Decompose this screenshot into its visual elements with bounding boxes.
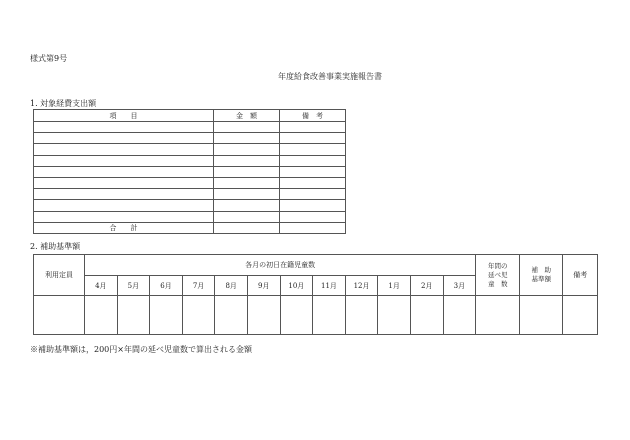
cell[interactable] bbox=[280, 122, 346, 133]
month-label: 5月 bbox=[117, 276, 150, 296]
cell[interactable] bbox=[280, 296, 313, 335]
section1-heading: 1. 対象経費支出額 bbox=[30, 99, 97, 108]
col-remarks: 備考 bbox=[563, 255, 598, 296]
cell[interactable] bbox=[443, 296, 476, 335]
cell[interactable] bbox=[378, 296, 411, 335]
col-amount: 金 額 bbox=[214, 110, 280, 122]
cell[interactable] bbox=[214, 155, 280, 166]
month-label: 1月 bbox=[378, 276, 411, 296]
month-label: 9月 bbox=[247, 276, 280, 296]
cell[interactable] bbox=[280, 189, 346, 200]
cell[interactable] bbox=[34, 144, 214, 155]
cell[interactable] bbox=[520, 296, 563, 335]
subsidy-header-row bbox=[34, 255, 598, 276]
cell[interactable] bbox=[280, 133, 346, 144]
expense-row bbox=[34, 166, 346, 177]
month-label: 12月 bbox=[345, 276, 378, 296]
document-title: 年度給食改善事業実施報告書 bbox=[278, 72, 382, 81]
cell[interactable] bbox=[214, 144, 280, 155]
cell[interactable] bbox=[563, 296, 598, 335]
footnote: ※補助基準額は，200円×年間の延べ児童数で算出される金額 bbox=[30, 345, 252, 354]
cell[interactable] bbox=[280, 144, 346, 155]
cell[interactable] bbox=[247, 296, 280, 335]
cell[interactable] bbox=[34, 133, 214, 144]
expense-row bbox=[34, 200, 346, 211]
month-label: 2月 bbox=[410, 276, 443, 296]
cell[interactable] bbox=[214, 133, 280, 144]
month-label: 10月 bbox=[280, 276, 313, 296]
expense-row bbox=[34, 133, 346, 144]
expense-table bbox=[33, 109, 346, 234]
expense-row bbox=[34, 144, 346, 155]
cell[interactable] bbox=[214, 177, 280, 188]
cell[interactable] bbox=[214, 222, 280, 233]
cell[interactable] bbox=[214, 200, 280, 211]
cell[interactable] bbox=[34, 177, 214, 188]
cell[interactable] bbox=[117, 296, 150, 335]
expense-row bbox=[34, 211, 346, 222]
col-item: 項 目 bbox=[34, 110, 214, 122]
subsidy-table bbox=[33, 254, 598, 335]
month-label: 8月 bbox=[215, 276, 248, 296]
cell[interactable] bbox=[280, 222, 346, 233]
expense-total-row bbox=[34, 222, 346, 233]
cell[interactable] bbox=[34, 155, 214, 166]
month-label: 7月 bbox=[182, 276, 215, 296]
cell[interactable] bbox=[215, 296, 248, 335]
subsidy-data-row bbox=[34, 296, 598, 335]
cell[interactable] bbox=[313, 296, 346, 335]
col-annual-total: 年間の 延べ児 童 数 bbox=[476, 255, 520, 296]
month-label: 4月 bbox=[85, 276, 118, 296]
section2-heading: 2. 補助基準額 bbox=[30, 242, 81, 251]
cell[interactable] bbox=[410, 296, 443, 335]
total-label: 合 計 bbox=[34, 222, 214, 233]
cell[interactable] bbox=[182, 296, 215, 335]
cell[interactable] bbox=[34, 189, 214, 200]
month-label: 11月 bbox=[313, 276, 346, 296]
cell[interactable] bbox=[214, 211, 280, 222]
cell[interactable] bbox=[476, 296, 520, 335]
cell[interactable] bbox=[280, 155, 346, 166]
form-number: 様式第9号 bbox=[30, 54, 68, 63]
cell[interactable] bbox=[150, 296, 183, 335]
expense-header-row bbox=[34, 110, 346, 122]
month-label: 6月 bbox=[150, 276, 183, 296]
cell[interactable] bbox=[34, 200, 214, 211]
cell[interactable] bbox=[34, 122, 214, 133]
col-subsidy-base: 補 助 基準額 bbox=[520, 255, 563, 296]
col-capacity: 利用定員 bbox=[34, 255, 85, 296]
cell[interactable] bbox=[214, 166, 280, 177]
month-label: 3月 bbox=[443, 276, 476, 296]
cell[interactable] bbox=[85, 296, 118, 335]
cell[interactable] bbox=[280, 211, 346, 222]
cell[interactable] bbox=[34, 166, 214, 177]
cell[interactable] bbox=[34, 296, 85, 335]
cell[interactable] bbox=[214, 189, 280, 200]
expense-row bbox=[34, 189, 346, 200]
cell[interactable] bbox=[214, 122, 280, 133]
expense-row bbox=[34, 155, 346, 166]
col-remarks: 備 考 bbox=[280, 110, 346, 122]
cell[interactable] bbox=[280, 166, 346, 177]
col-monthly-enrollment: 各月の初日在籍児童数 bbox=[85, 255, 476, 276]
cell[interactable] bbox=[280, 200, 346, 211]
cell[interactable] bbox=[345, 296, 378, 335]
expense-row bbox=[34, 177, 346, 188]
expense-row bbox=[34, 122, 346, 133]
cell[interactable] bbox=[280, 177, 346, 188]
cell[interactable] bbox=[34, 211, 214, 222]
